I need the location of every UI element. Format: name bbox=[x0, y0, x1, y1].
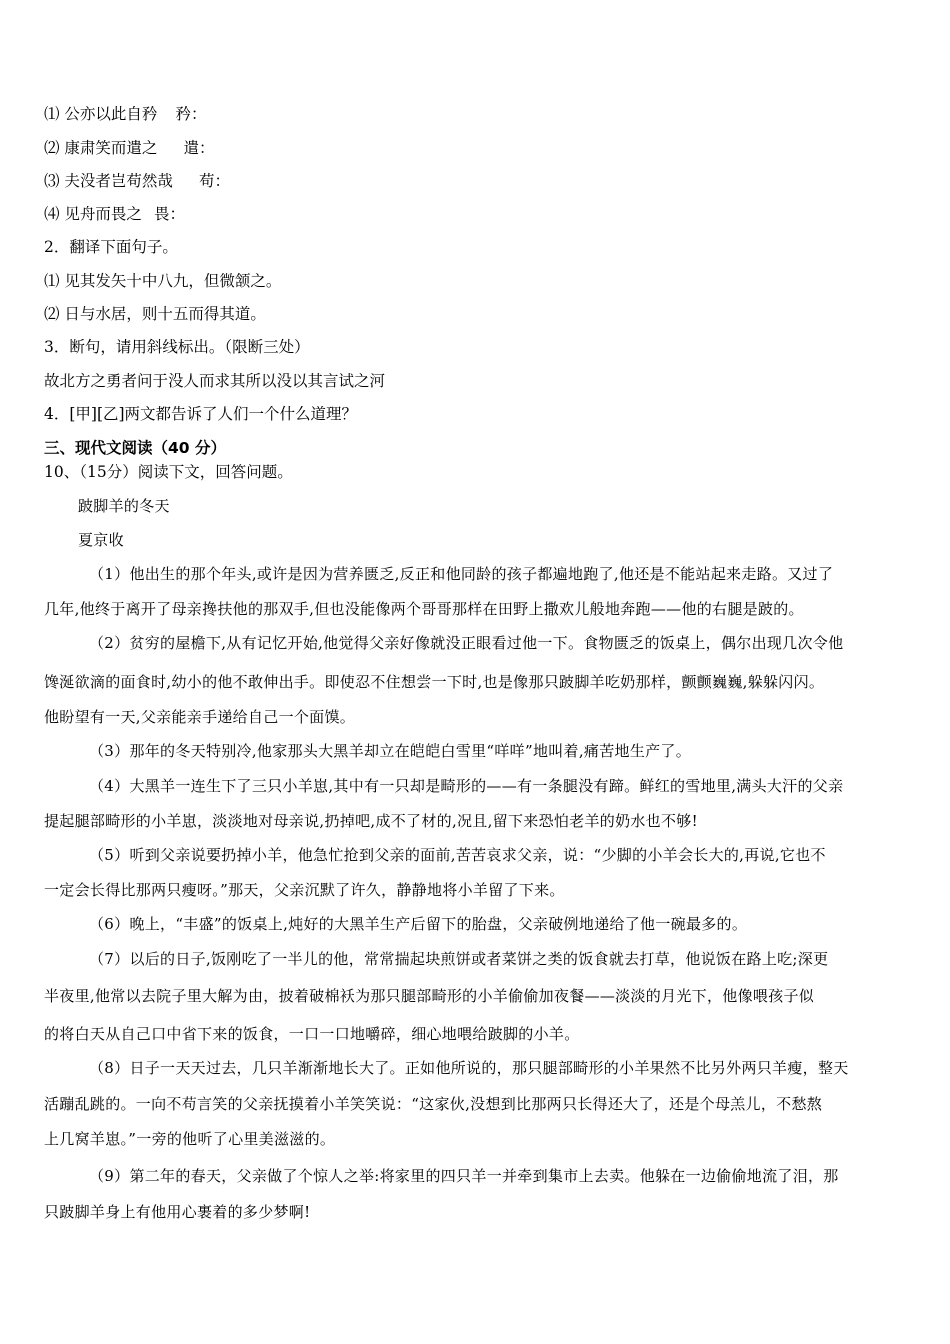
q2-item-2: ⑵ 日与水居，则十五而得其道。 bbox=[44, 305, 266, 323]
paragraph-5-line-2: 一定会长得比那两只瘦呀。”那天，父亲沉默了许久，静静地将小羊留了下来。 bbox=[44, 881, 565, 899]
article-title: 跛脚羊的冬天 bbox=[78, 497, 170, 515]
section-title: 三、现代文阅读（40 分） bbox=[44, 439, 226, 457]
paragraph-6: （6）晚上，“丰盛”的饭桌上,炖好的大黑羊生产后留下的胎盘，父亲破例地递给了他一碗最多的。 bbox=[89, 915, 748, 933]
q1-item-1 bbox=[44, 104, 206, 124]
paragraph-9-line-2: 只跛脚羊身上有他用心裹着的多少梦啊! bbox=[44, 1203, 311, 1221]
q2-title: 2．翻译下面句子。 bbox=[44, 238, 178, 256]
paragraph-2-line-3: 他盼望有一天,父亲能亲手递给自己一个面馍。 bbox=[44, 708, 356, 726]
q1-item-1-sentence: ⑴ 公亦以此自矜 bbox=[44, 105, 158, 123]
q3-title: 3．断句，请用斜线标出。（限断三处） bbox=[44, 338, 310, 356]
paragraph-7-line-2: 半夜里,他常以去院子里大解为由，披着破棉袄为那只腿部畸形的小羊偷偷加夜餐——淡淡的月光下，他像喂孩子似 bbox=[44, 987, 815, 1005]
paragraph-1-line-2: 几年,他终于离开了母亲搀扶他的那双手,但也没能像两个哥哥那样在田野上撒欢儿般地奔跑——他的右腿是跛的。 bbox=[44, 600, 804, 618]
q3-text: 故北方之勇者问于没人而求其所以没以其言试之河 bbox=[44, 372, 386, 390]
paragraph-5-line-1: （5）听到父亲说要扔掉小羊，他急忙抢到父亲的面前,苦苦哀求父亲，说：“少脚的小羊会长大的,再说,它也不 bbox=[89, 846, 826, 864]
q1-item-4-sentence: ⑷ 见舟而畏之 bbox=[44, 205, 142, 223]
paragraph-1-line-1: （1）他出生的那个年头,或许是因为营养匮乏,反正和他同龄的孩子都遍地跑了,他还是不能站起来走路。又过了 bbox=[89, 565, 834, 583]
paragraph-4-line-1: （4）大黑羊一连生下了三只小羊崽,其中有一只却是畸形的——有一条腿没有蹄。鲜红的雪地里,满头大汗的父亲 bbox=[89, 777, 844, 795]
q2-item-1: ⑴ 见其发矢十中八九，但微颔之。 bbox=[44, 272, 282, 290]
q1-item-3-sentence: ⑶ 夫没者岂苟然哉 bbox=[44, 172, 173, 190]
article-author: 夏京收 bbox=[78, 531, 124, 549]
paragraph-2-line-2: 馋涎欲滴的面食时,幼小的他不敢伸出手。即使忍不住想尝一下时,也是像那只跛脚羊吃奶那样，颤颤巍巍,躲躲闪闪。 bbox=[44, 673, 825, 691]
paragraph-3: （3）那年的冬天特别冷,他家那头大黑羊却立在皑皑白雪里“咩咩”地叫着,痛苦地生产了。 bbox=[89, 742, 692, 760]
paragraph-8-line-2: 活蹦乱跳的。一向不苟言笑的父亲抚摸着小羊笑笑说：“这家伙,没想到比那两只长得还大了，还是个母羔儿，不愁熬 bbox=[44, 1095, 823, 1113]
paragraph-8-line-3: 上几窝羊崽。”一旁的他听了心里美滋滋的。 bbox=[44, 1130, 336, 1148]
q1-item-2-target: 遣： bbox=[183, 139, 215, 157]
q1-item-3-target: 苟： bbox=[198, 172, 230, 190]
q1-item-4 bbox=[44, 204, 185, 224]
q1-item-2-sentence: ⑵ 康肃笑而遣之 bbox=[44, 139, 158, 157]
q1-item-1-target: 矜： bbox=[175, 105, 207, 123]
q1-item-3 bbox=[44, 171, 230, 191]
paragraph-8-line-1: （8）日子一天天过去，几只羊渐渐地长大了。正如他所说的，那只腿部畸形的小羊果然不比另外两只羊瘦，整天 bbox=[89, 1059, 849, 1077]
q1-item-2 bbox=[44, 138, 214, 158]
question-10-intro: 10、（15分）阅读下文，回答问题。 bbox=[44, 463, 293, 481]
paragraph-9-line-1: （9）第二年的春天，父亲做了个惊人之举:将家里的四只羊一并牵到集市上去卖。他躲在一边偷偷地流了泪，那 bbox=[89, 1167, 839, 1185]
paragraph-7-line-1: （7）以后的日子,饭刚吃了一半儿的他，常常揣起块煎饼或者菜饼之类的饭食就去打草，他说饭在路上吃;深更 bbox=[89, 950, 829, 968]
paragraph-4-line-2: 提起腿部畸形的小羊崽，淡淡地对母亲说,扔掉吧,成不了材的,况且,留下来恐怕老羊的奶水也不够! bbox=[44, 812, 698, 830]
q1-item-4-target: 畏： bbox=[153, 205, 185, 223]
paragraph-7-line-3: 的将白天从自己口中省下来的饭食，一口一口地嚼碎，细心地喂给跛脚的小羊。 bbox=[44, 1025, 580, 1043]
paragraph-2-line-1: （2）贫穷的屋檐下,从有记忆开始,他觉得父亲好像就没正眼看过他一下。食物匮乏的饭桌上，偶尔出现几次令他 bbox=[89, 634, 844, 652]
q4-title: 4．[甲][乙]两文都告诉了人们一个什么道理？ bbox=[44, 405, 358, 423]
